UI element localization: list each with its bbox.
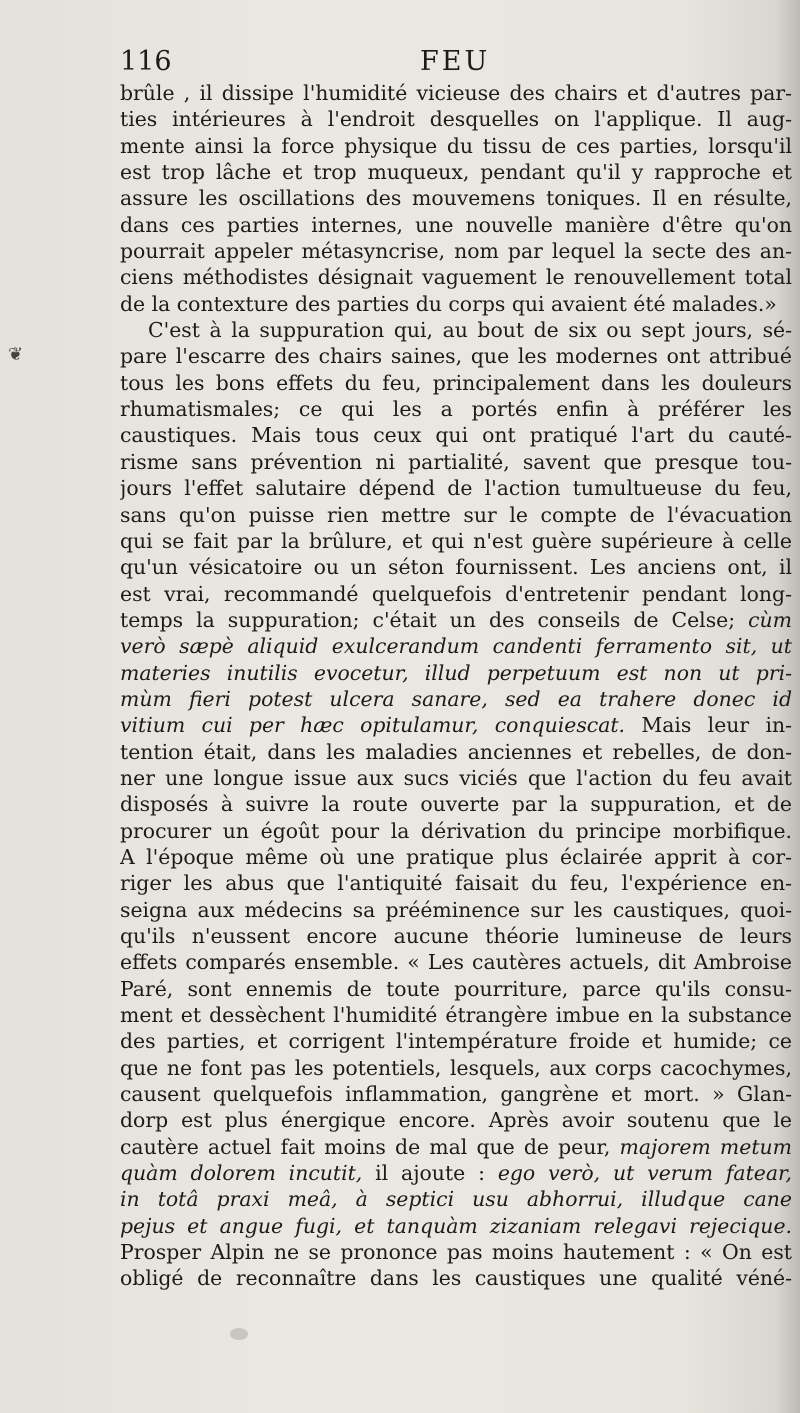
text-line: [120, 818, 792, 844]
text-line: [120, 106, 792, 132]
italic-segment: ego verò, ut verum fatear,: [497, 1161, 792, 1186]
text-line: [120, 1239, 792, 1265]
text-line: [120, 238, 792, 264]
text-segment: pourrait appeler métasyncrise, nom par lequel la secte des an-: [120, 239, 792, 264]
text-segment: ciens méthodistes désignait vaguement le renouvellement total: [120, 265, 792, 290]
text-segment: qu'un vésicatoire ou un séton fournissent. Les anciens ont, il: [120, 555, 792, 580]
text-segment: tention était, dans les maladies anciennes et rebelles, de don-: [120, 739, 792, 764]
text-segment: ner une longue issue aux sucs viciés que l'action du feu avait: [120, 765, 792, 790]
text-segment: seigna aux médecins sa prééminence sur les caustiques, quoi-: [120, 897, 792, 922]
text-segment: disposés à suivre la route ouverte par la suppuration, et de: [120, 792, 792, 817]
text-segment: de la contexture des parties du corps qui avaient été malades.»: [120, 291, 777, 316]
text-segment: A l'époque même où une pratique plus éclairée apprit à cor-: [120, 844, 792, 869]
text-line: [120, 607, 792, 633]
text-segment: brûle , il dissipe l'humidité vicieuse des chairs et d'autres par-: [120, 81, 792, 105]
text-line: [120, 923, 792, 949]
text-segment: ment et dessèchent l'humidité étrangère imbue en la substance: [120, 1003, 792, 1028]
italic-segment: cùm: [748, 607, 792, 632]
text-segment: est trop lâche et trop muqueux, pendant qu'il y rapproche et: [120, 160, 792, 185]
text-line: [120, 712, 792, 738]
text-line: [120, 1055, 792, 1081]
text-segment: que ne font pas les potentiels, lesquels, aux corps cacochymes,: [120, 1055, 792, 1080]
text-line: [120, 291, 792, 317]
text-segment: effets comparés ensemble. « Les cautères actuels, dit Ambroise: [120, 950, 792, 975]
text-line: [120, 1265, 792, 1291]
italic-segment: majorem metum: [619, 1134, 792, 1159]
text-line: [120, 343, 792, 369]
text-line: [120, 1002, 792, 1028]
text-segment: C'est à la suppuration qui, au bout de six ou sept jours, sé-: [148, 318, 792, 343]
text-segment: jours l'effet salutaire dépend de l'action tumultueuse du feu,: [120, 476, 792, 501]
text-line: [120, 159, 792, 185]
text-line: [120, 475, 792, 501]
text-segment: tous les bons effets du feu, principalement dans les douleurs: [120, 370, 792, 395]
text-line: [120, 1107, 792, 1133]
text-segment: dans ces parties internes, une nouvelle manière d'être qu'on: [120, 212, 792, 237]
text-line: [120, 422, 792, 448]
text-segment: Paré, sont ennemis de toute pourriture, parce qu'ils consu-: [120, 976, 792, 1001]
text-segment: il ajoute :: [362, 1161, 498, 1186]
text-segment: ties intérieures à l'endroit desquelles on l'applique. Il aug-: [120, 107, 792, 132]
text-line: [120, 1028, 792, 1054]
text-segment: qu'ils n'eussent encore aucune théorie lumineuse de leurs: [120, 924, 792, 948]
text-line: [120, 949, 792, 975]
text-segment: rhumatismales; ce qui les a portés enfin à préférer les: [120, 397, 792, 422]
page-header: [120, 42, 790, 82]
running-head: FEU: [420, 46, 491, 77]
text-segment: causent quelquefois inflammation, gangrène et mort. » Glan-: [120, 1082, 792, 1107]
text-line: [120, 870, 792, 896]
text-line: [120, 976, 792, 1002]
text-line: [120, 317, 792, 343]
text-segment: verò sæpè aliquid exulcerandum candenti ferramento sit, ut: [120, 634, 792, 659]
text-line: [120, 449, 792, 475]
body-text: [120, 80, 792, 1292]
text-segment: mùm fieri potest ulcera sanare, sed ea trahere donec id: [120, 686, 792, 711]
text-line: [120, 1213, 792, 1239]
text-segment: obligé de reconnaître dans les caustiques une qualité véné-: [120, 1266, 792, 1291]
text-line: [120, 185, 792, 211]
text-segment: assure les oscillations des mouvemens toniques. Il en résulte,: [120, 186, 792, 211]
text-segment: caustiques. Mais tous ceux qui ont pratiqué l'art du cauté-: [120, 423, 792, 448]
text-segment: risme sans prévention ni partialité, savent que presque tou-: [120, 449, 792, 474]
text-line: [120, 844, 792, 870]
text-line: [120, 1134, 792, 1160]
text-segment: temps la suppuration; c'était un des conseils de Celse;: [120, 607, 749, 632]
text-line: [120, 554, 792, 580]
text-segment: sans qu'on puisse rien mettre sur le compte de l'évacuation: [120, 502, 792, 527]
text-line: [120, 765, 792, 791]
text-segment: Prosper Alpin ne se prononce pas moins hautement : « On est: [120, 1240, 792, 1265]
text-segment: pare l'escarre des chairs saines, que les modernes ont attribué: [120, 344, 792, 369]
italic-segment: quàm dolorem incutit,: [120, 1161, 363, 1186]
text-line: [120, 502, 792, 528]
text-line: [120, 581, 792, 607]
text-line: [120, 633, 792, 659]
text-segment: dorp est plus énergique encore. Après avoir soutenu que le: [120, 1108, 792, 1133]
text-line: [120, 80, 792, 106]
text-segment: cautère actuel fait moins de mal que de peur,: [120, 1134, 620, 1159]
text-line: [120, 739, 792, 765]
text-line: [120, 133, 792, 159]
text-segment: Mais leur in-: [625, 713, 792, 738]
text-segment: mente ainsi la force physique du tissu de ces parties, lorsqu'il: [120, 133, 792, 158]
text-line: [120, 1186, 792, 1212]
text-line: [120, 686, 792, 712]
text-segment: qui se fait par la brûlure, et qui n'est guère supérieure à celle: [120, 528, 792, 553]
text-line: [120, 528, 792, 554]
text-line: [120, 791, 792, 817]
text-segment: procurer un égoût pour la dérivation du principe morbifique.: [120, 818, 792, 843]
text-line: [120, 212, 792, 238]
text-line: [120, 396, 792, 422]
text-segment: pejus et angue fugi, et tanquàm zizaniam relegavi rejecique.: [120, 1213, 792, 1238]
text-segment: des parties, et corrigent l'intempérature froide et humide; ce: [120, 1029, 792, 1054]
text-line: [120, 897, 792, 923]
paper-speck: [230, 1328, 248, 1340]
text-line: [120, 1081, 792, 1107]
text-segment: riger les abus que l'antiquité faisait du feu, l'expérience en-: [120, 871, 792, 896]
text-segment: materies inutilis evocetur, illud perpetuum est non ut pri-: [120, 660, 792, 685]
text-line: [120, 1160, 792, 1186]
text-segment: est vrai, recommandé quelquefois d'entretenir pendant long-: [120, 581, 792, 606]
page-number: 116: [120, 46, 172, 77]
margin-ornament: ❦: [8, 344, 24, 365]
italic-segment: vitium cui per hæc opitulamur, conquiescat.: [120, 713, 626, 738]
text-segment: in totâ praxi meâ, à septici usu abhorrui, illudque cane: [120, 1187, 792, 1212]
text-line: [120, 660, 792, 686]
text-line: [120, 370, 792, 396]
text-line: [120, 264, 792, 290]
